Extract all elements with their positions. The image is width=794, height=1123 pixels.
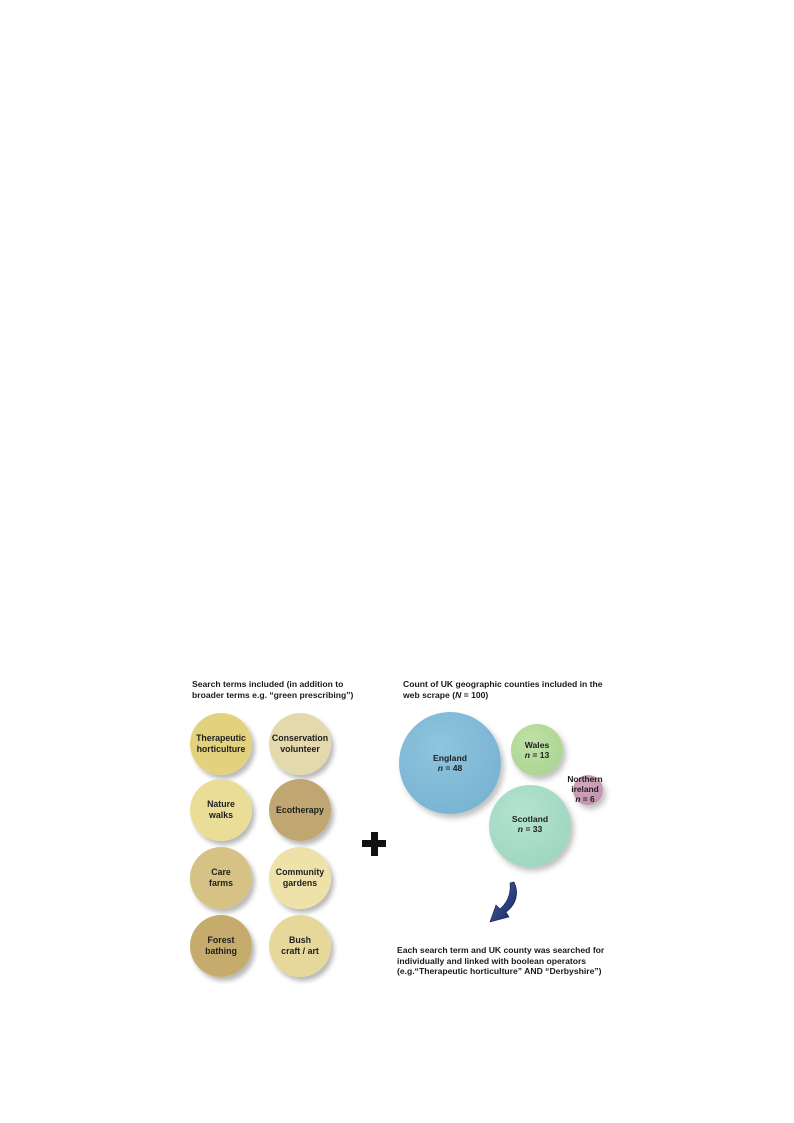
term-circle-forest-bathing	[190, 915, 252, 977]
term-label: Conservation volunteer	[271, 733, 329, 754]
search-method-note-line2: individually and linked with boolean operators	[397, 955, 587, 966]
plus-icon	[362, 832, 386, 856]
term-circle-care-farms	[190, 847, 252, 909]
country-name: Scotland	[511, 814, 549, 824]
country-name: Wales	[524, 740, 550, 750]
term-label: Ecotherapy	[276, 804, 324, 815]
term-label: Care farms	[209, 867, 233, 888]
counties-heading-line1: Count of UK geographic counties included in the	[403, 679, 603, 689]
search-terms-heading	[192, 679, 353, 700]
country-name: Northern ireland	[567, 774, 603, 794]
counties-heading-line2: web scrape (N = 100)	[403, 689, 489, 700]
term-label: Nature walks	[207, 799, 235, 820]
country-name: England	[433, 753, 467, 763]
term-circle-nature-walks	[190, 779, 252, 841]
scotland-label	[500, 814, 560, 835]
country-count: n = 48	[437, 763, 463, 774]
search-method-note	[397, 945, 604, 977]
term-circle-therapeutic-horticulture	[190, 713, 252, 775]
term-circle-conservation-volunteer	[269, 713, 331, 775]
term-label: Bush craft / art	[281, 935, 319, 956]
curved-arrow-icon	[484, 880, 524, 926]
term-label: Forest bathing	[205, 935, 237, 956]
country-count: n = 33	[517, 824, 543, 835]
country-count: n = 13	[524, 750, 550, 761]
wales-label	[512, 740, 562, 761]
term-circle-community-gardens	[269, 847, 331, 909]
search-terms-heading-line2: broader terms e.g. “green prescribing”)	[192, 689, 354, 700]
counties-heading	[403, 679, 603, 700]
country-count: n = 6	[575, 794, 595, 804]
search-terms-heading-line1: Search terms included (in addition to	[192, 679, 344, 689]
term-circle-ecotherapy	[269, 779, 331, 841]
search-method-note-line3: (e.g.“Therapeutic horticulture” AND “Derbyshire”)	[397, 966, 602, 976]
england-label	[420, 753, 480, 774]
northern-ireland-label	[560, 774, 610, 804]
term-label: Therapeutic horticulture	[196, 733, 246, 754]
term-circle-bush-craft-art	[269, 915, 331, 977]
term-label: Community gardens	[275, 867, 325, 888]
search-method-note-line1: Each search term and UK county was searched for	[397, 945, 605, 955]
